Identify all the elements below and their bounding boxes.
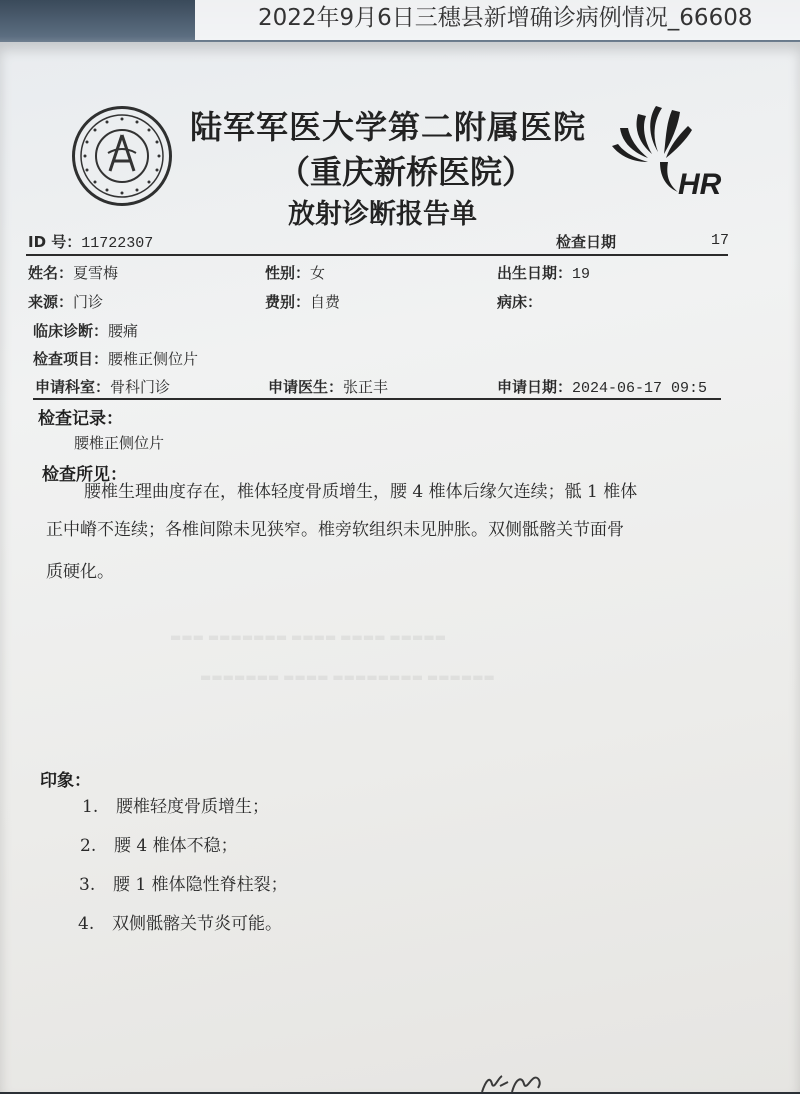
doctor-value: 张正丰	[343, 378, 389, 396]
fee-value: 自费	[310, 293, 341, 311]
gender-field: 性别：女	[265, 264, 326, 282]
impression-item: 4. 双侧骶髂关节炎可能。	[78, 914, 282, 934]
hospital-alias: （重庆新桥医院）	[278, 153, 535, 191]
signature-mark	[478, 1072, 548, 1094]
fee-field: 费别：自费	[265, 293, 341, 311]
exam-item-field: 检查项目：腰椎正侧位片	[33, 350, 199, 368]
impression-item: 2. 腰 4 椎体不稳；	[80, 836, 238, 856]
name-value: 夏雪梅	[73, 264, 119, 282]
source-field: 来源：门诊	[28, 293, 104, 311]
check-date-label: 检查日期	[556, 233, 617, 251]
hospital-seal-logo	[72, 106, 172, 206]
report-paper	[0, 42, 800, 1092]
report-title: 放射诊断报告单	[288, 199, 477, 230]
source-value: 门诊	[73, 293, 104, 311]
clinical-diagnosis-value: 腰痛	[108, 322, 139, 340]
impression-heading: 印象：	[40, 771, 91, 791]
bed-field: 病床：	[497, 293, 543, 311]
findings-line-3: 质硬化。	[46, 562, 114, 582]
hr-logo-text: HR	[678, 168, 722, 201]
impression-item: 3. 腰 1 椎体隐性脊柱裂；	[79, 875, 288, 895]
exam-record-heading: 检查记录：	[38, 409, 123, 429]
apply-date-value: 2024-06-17 09:5	[572, 380, 708, 397]
gender-value: 女	[310, 264, 326, 282]
doctor-field: 申请医生：张正丰	[268, 378, 389, 396]
dob-field: 出生日期：19	[497, 264, 591, 283]
exam-item-value: 腰椎正侧位片	[108, 350, 199, 368]
bleed-through-mark: ▬▬▬▬▬▬▬ ▬▬▬▬ ▬▬▬▬▬▬▬▬ ▬▬▬▬▬▬	[200, 670, 495, 684]
findings-line-2: 正中嵴不连续；各椎间隙未见狭窄。椎旁软组织未见肿胀。双侧骶髂关节面骨	[46, 520, 624, 540]
page-caption: 2022年9月6日三穗县新增确诊病例情况_66608	[195, 0, 800, 40]
fields-divider	[33, 398, 721, 400]
id-label: ID 号：	[28, 233, 82, 251]
name-field: 姓名：夏雪梅	[28, 264, 119, 282]
check-date-value: 17	[711, 232, 730, 249]
impression-item: 1. 腰椎轻度骨质增生；	[82, 797, 269, 817]
findings-heading: 检查所见：	[42, 465, 127, 485]
clinical-diagnosis-field: 临床诊断：腰痛	[33, 322, 139, 340]
hr-logo	[608, 98, 728, 204]
dept-field: 申请科室：骨科门诊	[35, 378, 171, 396]
hospital-name: 陆军军医大学第二附属医院	[190, 108, 587, 146]
exam-record-value: 腰椎正侧位片	[74, 434, 165, 452]
dept-value: 骨科门诊	[110, 378, 171, 396]
id-value: 11722307	[81, 235, 154, 252]
id-row	[28, 231, 153, 252]
header-divider	[26, 254, 728, 256]
dob-value: 19	[572, 266, 591, 283]
findings-line-1: 腰椎生理曲度存在，椎体轻度骨质增生，腰 4 椎体后缘欠连续；骶 1 椎体	[84, 482, 638, 502]
apply-date-field: 申请日期：2024-06-17 09:5	[497, 378, 708, 397]
bleed-through-mark: ▬▬▬ ▬▬▬▬▬▬▬ ▬▬▬▬ ▬▬▬▬ ▬▬▬▬▬	[170, 630, 447, 644]
